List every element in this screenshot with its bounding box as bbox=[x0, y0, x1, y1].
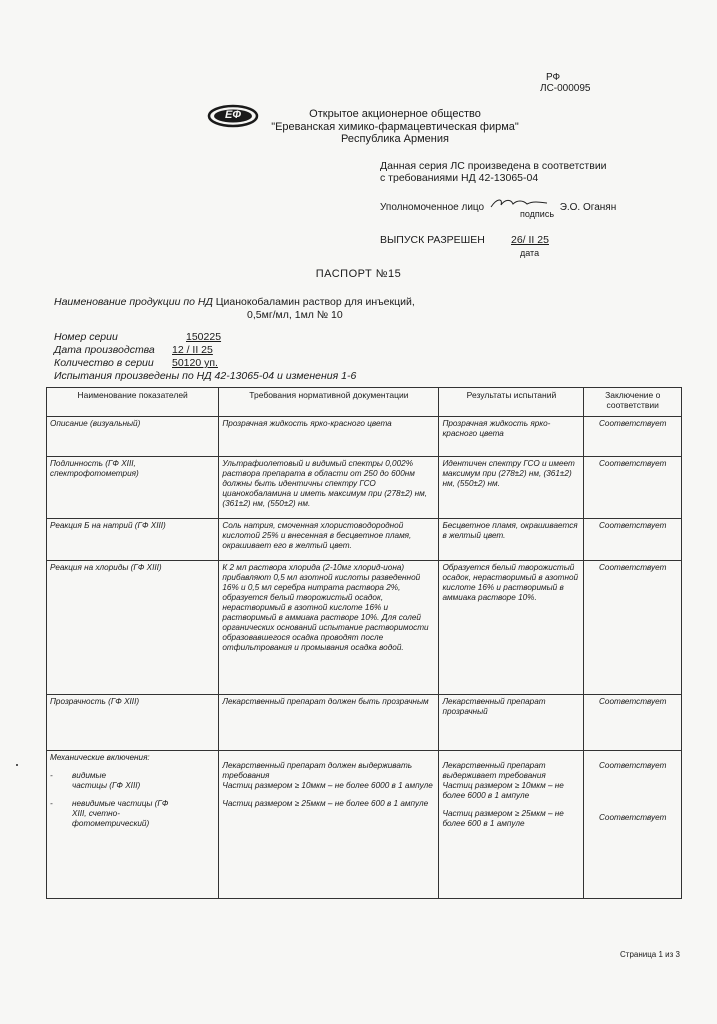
mech-result-cell bbox=[439, 751, 584, 899]
registration-line2: ЛС-000095 bbox=[540, 83, 591, 94]
product-name bbox=[54, 296, 415, 322]
mech-invisible-name: невидимые частицы (ГФ XIII, счетно-фотометрический) bbox=[72, 799, 169, 828]
row-result: Бесцветное пламя, окрашивается в желтый цвет. bbox=[439, 519, 584, 561]
mech-name-cell: Механические включения: - видимые частицы (ГФ XIII) - невидимые частицы (ГФ XIII, счетно-фотометрический) bbox=[47, 751, 219, 899]
header-name: Наименование показателей bbox=[47, 388, 219, 417]
row-name: Описание (визуальный) bbox=[47, 417, 219, 457]
row-result: Идентичен спектру ГСО и имеет максимум при (278±2) нм, (361±2) нм, (550±2) нм. bbox=[439, 457, 584, 519]
mech-res-25: Частиц размером ≥ 25мкм – не более 600 в 1 ампуле bbox=[442, 809, 564, 828]
row-name: Реакция на хлориды (ГФ XIII) bbox=[47, 561, 219, 695]
row-requirement: Прозрачная жидкость ярко-красного цвета bbox=[219, 417, 439, 457]
header-result: Результаты испытаний bbox=[439, 388, 584, 417]
row-result: Прозрачная жидкость ярко-красного цвета bbox=[439, 417, 584, 457]
mech-res-10: Частиц размером ≥ 10мкм – не более 6000 в 1 ампуле bbox=[442, 781, 564, 800]
row-conclusion: Соответствует bbox=[584, 519, 682, 561]
quantity-value: 50120 уп. bbox=[172, 357, 218, 369]
page-number: Страница 1 из 3 bbox=[620, 950, 680, 959]
company-line1: Открытое акционерное общество bbox=[309, 108, 481, 120]
row-conclusion: Соответствует bbox=[584, 457, 682, 519]
release-date-label: дата bbox=[520, 248, 540, 258]
quantity-label: Количество в серии bbox=[54, 357, 154, 369]
row-requirement: Лекарственный препарат должен быть прозрачным bbox=[219, 695, 439, 751]
mech-requirement-cell bbox=[219, 751, 439, 899]
company-name bbox=[250, 108, 540, 146]
product-label: Наименование продукции по НД bbox=[54, 296, 213, 308]
table-row bbox=[47, 457, 682, 519]
production-label: Дата производства bbox=[54, 344, 155, 356]
mech-visible-conclusion: Соответствует bbox=[599, 761, 667, 770]
row-name: Реакция Б на натрий (ГФ XIII) bbox=[47, 519, 219, 561]
table-row bbox=[47, 519, 682, 561]
tests-line: Испытания произведены по НД 42-13065-04 и изменения 1-6 bbox=[54, 370, 357, 382]
row-requirement: Соль натрия, смоченная хлористоводородной кислотой 25% и внесенная в бесцветное пламя, окрашивает его в желтый цвет. bbox=[219, 519, 439, 561]
header-conclusion: Заключение о соответствии bbox=[584, 388, 682, 417]
company-logo-text: ЕФ bbox=[225, 109, 241, 121]
specification-table bbox=[46, 387, 682, 899]
authorized-person bbox=[380, 196, 616, 213]
release-date: 26/ II 25 bbox=[511, 234, 549, 246]
series-note bbox=[380, 160, 607, 184]
table-row bbox=[47, 695, 682, 751]
registration-line1: РФ bbox=[546, 72, 561, 83]
mech-visible-requirement: Лекарственный препарат должен выдерживать требования bbox=[222, 761, 413, 780]
mech-visible-result: Лекарственный препарат выдерживает требования bbox=[442, 761, 546, 780]
authorized-label: Уполномоченное лицо bbox=[380, 202, 485, 213]
table-row-mechanical bbox=[47, 751, 682, 899]
row-conclusion: Соответствует bbox=[584, 417, 682, 457]
production-value: 12 / II 25 bbox=[172, 344, 213, 356]
table-header-row bbox=[47, 388, 682, 417]
row-requirement: Ультрафиолетовый и видимый спектры 0,002% раствора препарата в области от 250 до 600нм должны быть идентичны спектру ГСО цианокобаламина и иметь максимум при (278±2) нм, (361±2) нм, (550±2) нм. bbox=[219, 457, 439, 519]
row-result: Лекарственный препарат прозрачный bbox=[439, 695, 584, 751]
passport-title: ПАСПОРТ №15 bbox=[315, 268, 402, 280]
series-info bbox=[54, 331, 356, 383]
signature-label: подпись bbox=[520, 209, 555, 219]
mech-visible-name: видимые частицы (ГФ XIII) bbox=[72, 771, 141, 790]
mech-invisible-conclusion: Соответствует bbox=[599, 813, 667, 822]
row-requirement: К 2 мл раствора хлорида (2-10мг хлорид-иона) прибавляют 0,5 мл азотной кислоты разведенной 16% и 0,5 мл серебра нитрата раствора 2%, образуется белый творожистый осадок, нерастворимый в азотной кислоте 16% и растворимый в аммиака растворе 10%. Для солей органических оснований испытание растворимости образовавшегося осадка проводят после отфильтрования и промывания осадка водой. bbox=[219, 561, 439, 695]
table-row bbox=[47, 561, 682, 695]
row-name: Подлинность (ГФ XIII, спектрофотометрия) bbox=[47, 457, 219, 519]
product-name-line1: Цианокобаламин раствор для инъекций, bbox=[215, 296, 415, 308]
company-line3: Республика Армения bbox=[341, 133, 449, 145]
scan-speck bbox=[16, 764, 18, 766]
mech-req-10: Частиц размером ≥ 10мкм – не более 6000 в 1 ампуле bbox=[222, 781, 433, 790]
header-requirement: Требования нормативной документации bbox=[219, 388, 439, 417]
mech-req-25: Частиц размером ≥ 25мкм – не более 600 в 1 ампуле bbox=[222, 799, 429, 808]
row-name: Прозрачность (ГФ XIII) bbox=[47, 695, 219, 751]
series-note-line1: Данная серия ЛС произведена в соответствии bbox=[380, 160, 607, 172]
product-name-line2: 0,5мг/мл, 1мл № 10 bbox=[247, 309, 343, 321]
series-value: 150225 bbox=[186, 331, 222, 343]
authorized-name: Э.О. Оганян bbox=[559, 202, 617, 213]
series-note-line2: с требованиями НД 42-13065-04 bbox=[380, 172, 539, 184]
registration-number bbox=[540, 72, 590, 94]
table-row bbox=[47, 417, 682, 457]
mech-title: Механические включения: bbox=[50, 753, 150, 762]
release-label: ВЫПУСК РАЗРЕШЕН bbox=[380, 234, 485, 246]
row-result: Образуется белый творожистый осадок, нерастворимый в азотной кислоте 16% и растворимый в аммиака растворе 10%. bbox=[439, 561, 584, 695]
series-label: Номер серии bbox=[54, 331, 118, 343]
mech-conclusion-cell bbox=[584, 751, 682, 899]
row-conclusion: Соответствует bbox=[584, 695, 682, 751]
row-conclusion: Соответствует bbox=[584, 561, 682, 695]
company-line2: "Ереванская химико-фармацевтическая фирма" bbox=[271, 120, 519, 133]
